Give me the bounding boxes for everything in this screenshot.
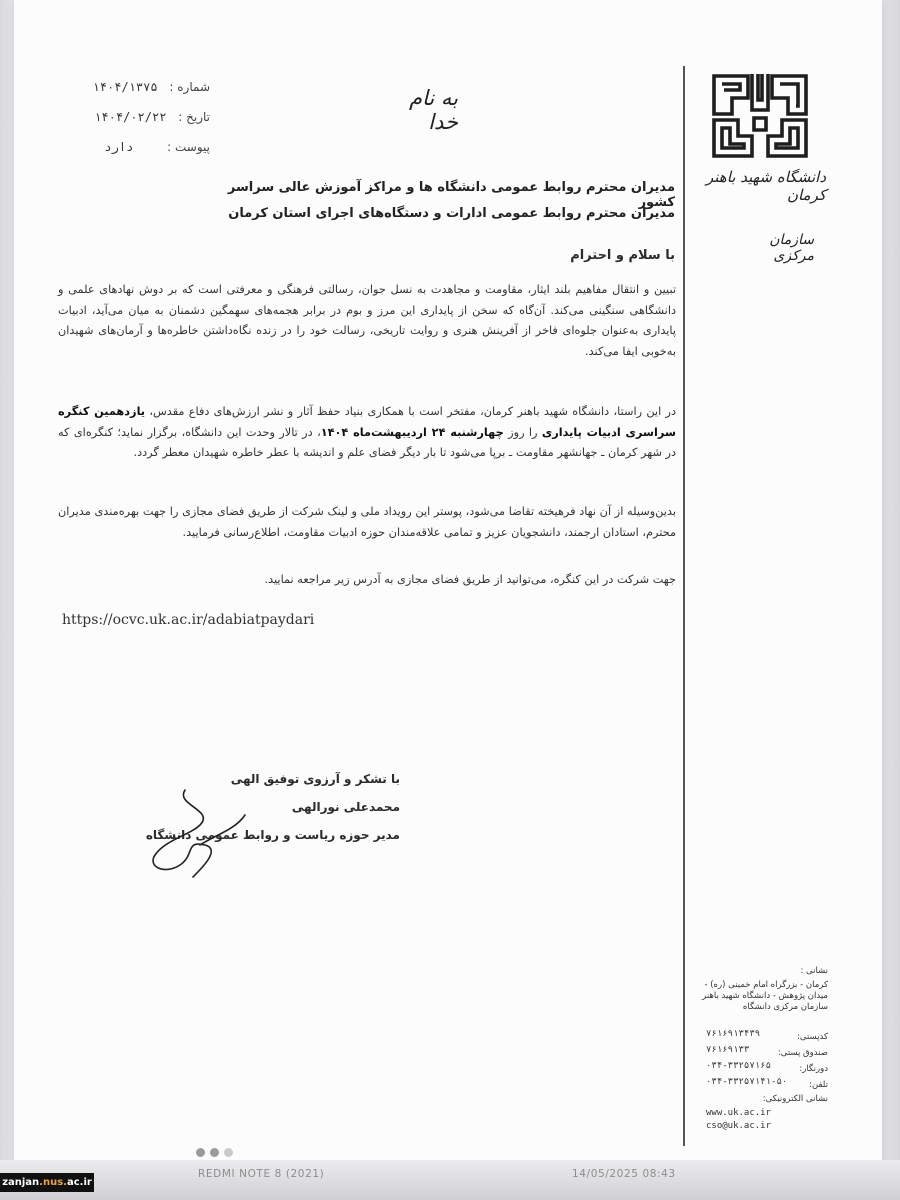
email-value[interactable]: cso@uk.ac.ir [706,1121,772,1131]
signer-name: محمدعلی نورالهی [291,800,400,814]
phone-value: ۰۳۴-۳۳۲۵۷۱۴۱-۵۰ [706,1077,788,1087]
paragraph-2-part-b: را روز [503,425,542,439]
page-dot [224,1148,233,1157]
paragraph-2 [58,402,676,464]
letter-number [80,80,210,94]
po-box-value: ۷۶۱۶۹۱۳۳ [706,1045,750,1055]
site-tag-prefix: zanjan [2,1177,40,1188]
congress-date: چهارشنبه ۲۴ اردیبهشت‌ماه ۱۴۰۴ [320,425,504,439]
site-tag [0,1173,94,1192]
closing-text: با تشکر و آرزوی توفیق الهی [230,772,400,786]
fax-value: ۰۳۴-۳۳۲۵۷۱۶۵ [706,1061,772,1071]
greeting: با سلام و احترام [570,248,675,263]
registration-link[interactable]: https://ocvc.uk.ac.ir/adabiatpaydari [62,612,315,628]
letter-date-value: ۱۴۰۴/۰۲/۲۲ [94,110,167,124]
page-dot [196,1148,205,1157]
email-label: نشانی الکترونیکی: [762,1094,828,1104]
letter-number-value: ۱۴۰۴/۱۳۷۵ [92,80,158,94]
phone-label: تلفن: [809,1080,828,1090]
site-tag-suffix: ac.ir [66,1177,92,1188]
postal-code-value: ۷۶۱۶۹۱۳۴۳۹ [706,1029,761,1039]
recipient-line-2: مدیران محترم روابط عمومی ادارات و دستگاه‌های اجرای استان کرمان [228,206,675,221]
address-text: کرمان - بزرگراه امام خمینی (ره) - میدان پژوهش - دانشگاه شهید باهنر سازمان مرکزی دانشگاه [702,980,828,1012]
po-box-label: صندوق پستی: [777,1048,828,1058]
letter-date [80,110,210,124]
paragraph-1: تبیین و انتقال مفاهیم بلند ایثار، مقاومت و مجاهدت به نسل جوان، رسالتی فرهنگی و معرفتی است که بر دوش نهادهای علمی و دانشگاهی سنگینی می‌کند. آن‌گاه که سخن از پایداری این مرز و بوم در برابر هجمه‌های سهمگین دشمنان به میان می‌آید، ادبیات پایداری به‌عنوان جلوه‌ای فاخر از آفرینش هنری و روایت تاریخی، رسالت خود را در زنده نگاه‌داشتن خاطره‌ها و آرمان‌های شهیدان به‌خوبی ایفا می‌کند. [58,283,676,358]
paragraph-4: جهت شرکت در این کنگره، می‌توانید از طریق فضای مجازی به آدرس زیر مراجعه نمایید. [264,573,676,586]
page-dot [210,1148,219,1157]
website-value[interactable]: www.uk.ac.ir [706,1108,772,1118]
address-label: نشانی : [800,966,828,976]
timestamp-watermark: 14/05/2025 08:43 [572,1168,676,1180]
university-name: دانشگاه شهید باهنر کرمان [706,168,826,204]
page-indicator [196,1148,233,1157]
letter-date-label: تاریخ : [178,110,210,124]
handwritten-signature-icon [145,785,255,885]
bismillah: به نام خدا [408,86,458,134]
university-logo-icon [708,70,812,162]
congress-title: یازدهمین کنگره سراسری ادبیات پایداری [58,405,677,439]
letter-attachment [80,140,210,154]
fax-label: دورنگار: [799,1064,828,1074]
margin-divider [683,66,685,1146]
paragraph-2-part-c: ، در تالار وحدت این دانشگاه، برگزار نماید؛ کنگره‌ای که در شهر کرمان ـ جهانشهر مقاومت ـ برپا می‌شود تا بار دیگر فضای علم و اندیشه با عطر خاطره شهیدان معطر گردد. [58,425,676,459]
signer-title: مدیر حوزه ریاست و روابط عمومی دانشگاه [145,828,400,842]
paragraph-2-part-a: در این راستا، دانشگاه شهید باهنر کرمان، مفتخر است با همکاری بنیاد حفظ آثار و نشر ارزش‌های دفاع مقدس، [145,405,676,418]
paragraph-3: بدین‌وسیله از آن نهاد فرهیخته تقاضا می‌شود، پوستر این رویداد ملی و لینک شرکت از طریق فضای مجازی را جهت بهره‌مندی مدیران محترم، استادان ارجمند، دانشجویان عزیز و تمامی علاقه‌مندان حوزه ادبیات مقاومت، اطلاع‌رسانی فرمایید. [58,505,676,539]
device-watermark: REDMI NOTE 8 (2021) [198,1168,325,1180]
recipient-line-1: مدیران محترم روابط عمومی دانشگاه ها و مراکز آموزش عالی سراسر کشور [227,180,675,210]
letter-attachment-label: پیوست : [167,140,210,154]
site-tag-mid: .nus. [39,1177,67,1188]
organization-name: سازمان مرکزی [769,232,814,264]
letter-number-label: شماره : [169,80,210,94]
letter-attachment-value: دارد [104,140,134,154]
postal-code-label: کدپستی: [797,1032,828,1042]
bottom-shadow [0,1160,900,1200]
